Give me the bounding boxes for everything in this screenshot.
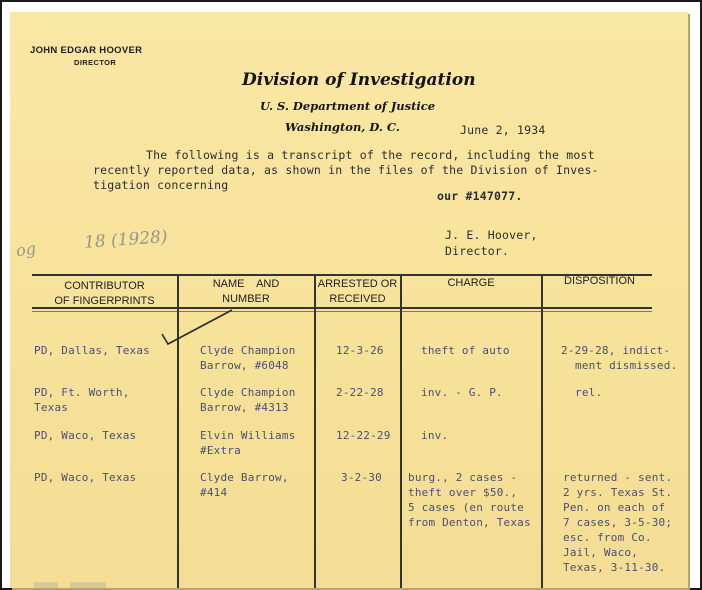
header-contributor: CONTRIBUTOR OF FINGERPRINTS	[54, 280, 155, 307]
header-name-number: NAME AND NUMBER	[212, 278, 280, 305]
row3-name-line1: Elvin Williams	[200, 429, 296, 442]
row4-charge-line4: from Denton, Texas	[408, 516, 531, 529]
row2-charge: inv. - G. P.	[421, 386, 503, 399]
row2-name-line2: Barrow, #4313	[200, 401, 289, 414]
row2-arrested: 2-22-28	[336, 386, 384, 399]
row1-charge: theft of auto	[421, 344, 510, 357]
row4-charge-line3: 5 cases (en route	[408, 501, 524, 514]
signature-title: Director.	[445, 244, 510, 258]
col-divider-4	[541, 274, 543, 588]
letter-date: June 2, 1934	[460, 123, 546, 137]
row3-charge: inv.	[421, 429, 449, 442]
table-header-rule-2	[32, 311, 652, 312]
row4-contributor: PD, Waco, Texas	[34, 471, 137, 484]
row1-contributor: PD, Dallas, Texas	[34, 344, 150, 357]
row2-contributor-line1: PD, Ft. Worth,	[34, 386, 130, 399]
row4-name-line2: #414	[200, 486, 228, 499]
row1-name-line2: Barrow, #6048	[200, 359, 289, 372]
row2-disposition: rel.	[575, 386, 603, 399]
row2-name-line1: Clyde Champion	[200, 386, 296, 399]
header-arrested: ARRESTED OR RECEIVED	[317, 278, 398, 305]
row4-name-line1: Clyde Barrow,	[200, 471, 289, 484]
director-name: JOHN EDGAR HOOVER	[30, 45, 143, 56]
row4-disposition-line6: Jail, Waco,	[563, 546, 639, 559]
row4-disposition-line3: Pen. on each of	[563, 501, 666, 514]
director-title: DIRECTOR	[74, 58, 117, 67]
header-disposition: DISPOSITION	[564, 275, 635, 287]
row1-name-line1: Clyde Champion	[200, 344, 296, 357]
pencil-note-right: 18 (1928)	[83, 227, 169, 253]
intro-line-2: recently reported data, as shown in the files of the Division of Inves-	[93, 163, 599, 177]
row4-disposition-line5: esc. from Co.	[563, 531, 652, 544]
row4-disposition-line7: Texas, 3-11-30.	[563, 561, 666, 574]
row1-disposition-line1: 2-29-28, indict-	[561, 344, 671, 357]
row3-arrested: 12-22-29	[336, 429, 391, 442]
row4-charge-line2: theft over $50.,	[408, 486, 518, 499]
row4-disposition-line1: returned - sent.	[563, 471, 673, 484]
signature-name: J. E. Hoover,	[445, 228, 538, 242]
row3-contributor: PD, Waco, Texas	[34, 429, 137, 442]
row3-name-line2: #Extra	[200, 444, 241, 457]
row2-contributor-line2: Texas	[34, 401, 69, 414]
intro-line-1: The following is a transcript of the record, including the most	[146, 148, 595, 162]
row1-arrested: 12-3-26	[336, 344, 384, 357]
intro-line-3: tigation concerning	[93, 178, 229, 192]
row4-arrested: 3-2-30	[341, 471, 382, 484]
row4-disposition-line2: 2 yrs. Texas St.	[563, 486, 673, 499]
cut-off-row-fragment	[34, 582, 154, 588]
document-page	[10, 12, 688, 588]
col-divider-3	[400, 274, 402, 588]
record-number: our #147077.	[437, 189, 523, 203]
pencil-note-left: og	[14, 238, 38, 261]
division-title: Division of Investigation	[242, 70, 476, 90]
row4-charge-line1: burg., 2 cases -	[408, 471, 518, 484]
header-charge: CHARGE	[447, 277, 495, 289]
row4-disposition-line4: 7 cases, 3-5-30;	[563, 516, 673, 529]
row1-disposition-line2: ment dismissed.	[575, 359, 678, 372]
city-line: Washington, D. C.	[285, 120, 400, 134]
department-name: U. S. Department of Justice	[260, 99, 436, 113]
col-divider-2	[314, 274, 316, 588]
